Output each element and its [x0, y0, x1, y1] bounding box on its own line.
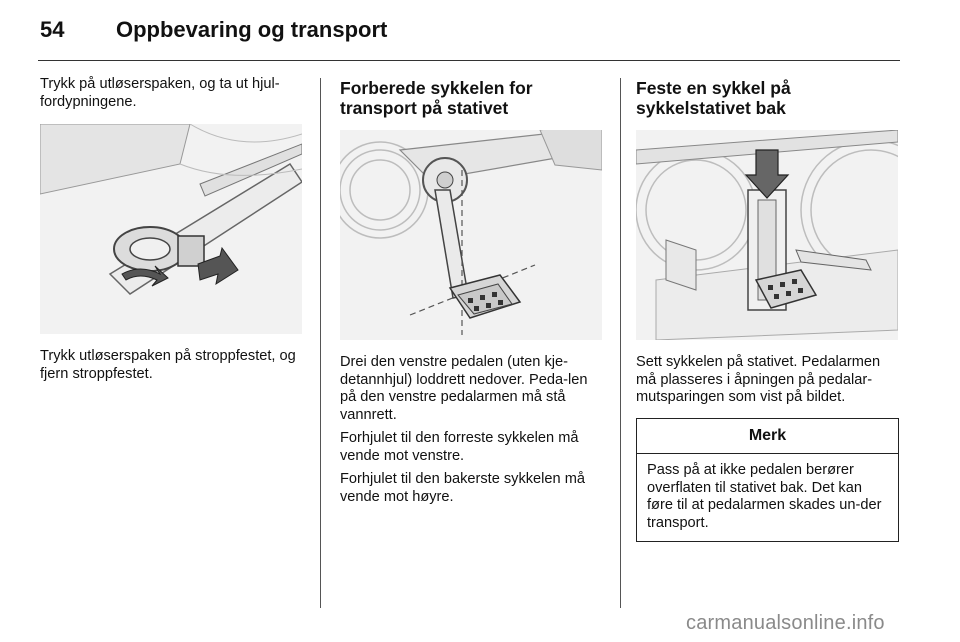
- page-number: 54: [40, 17, 65, 42]
- figure-release-lever: [40, 124, 302, 334]
- col2-paragraph-1: Drei den venstre pedalen (uten kje-detannhjul) loddrett nedover. Peda-len på den venstre pedalarmen må stå vannrett.: [340, 354, 588, 423]
- col3-paragraph-1: Sett sykkelen på stativet. Pedalarmen må plasseres i åpningen på pedalar-mutsparingen som vist på bildet.: [636, 354, 881, 405]
- col3-text: [636, 354, 900, 413]
- col3-heading-block: [636, 78, 898, 118]
- col1-text-1: [40, 76, 306, 117]
- note-box: [636, 418, 899, 542]
- figure-bike-on-carrier: [636, 130, 898, 340]
- col2-heading: Forberede sykkelen for transport på stativet: [340, 78, 533, 118]
- col1-text-2: [40, 348, 306, 389]
- col2-paragraph-3: Forhjulet til den bakerste sykkelen må vende mot høyre.: [340, 471, 585, 505]
- page-title: Oppbevaring og transport: [116, 17, 388, 42]
- col2-text: [340, 354, 602, 512]
- col1-paragraph-1: Trykk på utløserspaken, og ta ut hjul-fordypningene.: [40, 76, 280, 110]
- column-divider-2: [620, 78, 621, 608]
- col3-heading: Feste en sykkel på sykkelstativet bak: [636, 78, 791, 118]
- column-divider-1: [320, 78, 321, 608]
- col2-heading-block: [340, 78, 602, 118]
- watermark: carmanualsonline.info: [686, 612, 885, 634]
- header-rule: [38, 60, 900, 61]
- figure-pedal-position: [340, 130, 602, 340]
- col2-paragraph-2: Forhjulet til den forreste sykkelen må vende mot venstre.: [340, 430, 579, 464]
- note-text: Pass på at ikke pedalen berører overflaten til stativet bak. Det kan føre til at pedalarmen skades un-der transport.: [647, 462, 882, 531]
- col1-paragraph-2: Trykk utløserspaken på stroppfestet, og fjern stroppfestet.: [40, 348, 296, 382]
- note-title: Merk: [637, 419, 898, 454]
